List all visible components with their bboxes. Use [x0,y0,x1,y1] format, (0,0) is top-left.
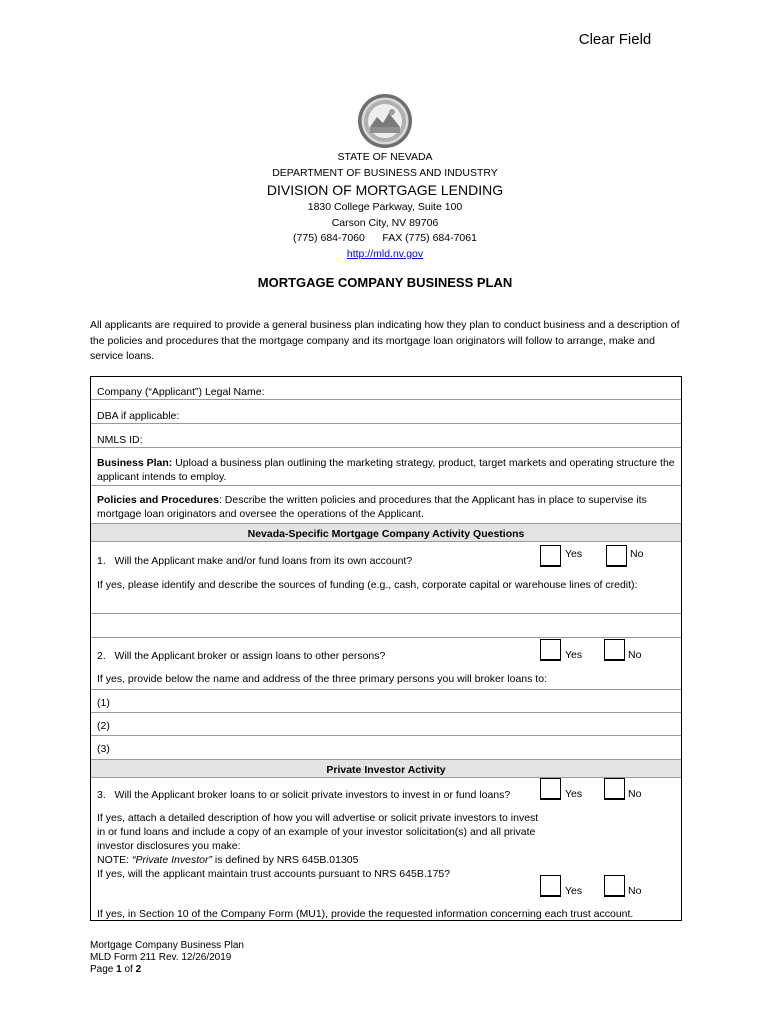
question-2 [91,638,681,664]
broker-entry-2[interactable] [91,713,681,736]
q3-text: Will the Applicant broker loans to or solicit private investors to invest in or fund loans? [114,789,511,801]
broker-entry-3[interactable] [91,736,681,760]
q1-yes-checkbox[interactable] [540,545,561,567]
page-number: 1 [116,964,122,975]
q2-number: 2. [97,650,106,662]
q2-yes-label: Yes [565,649,583,661]
page-total: 2 [135,964,142,975]
nmls-field[interactable] [91,424,681,448]
page-prefix: Page [90,964,117,975]
q3-followup-2: in or fund loans and include a copy of an example of your investor solicitation(s) and all private [97,826,536,838]
broker-entry-2-label: (2) [97,720,110,732]
policies-label: Policies and Procedures [97,494,219,506]
footer-form-name: Mortgage Company Business Plan [90,940,244,951]
contact-line [0,231,770,247]
policies-row[interactable] [91,486,681,524]
trust-no-checkbox[interactable] [604,875,625,897]
footer-form-number: MLD Form 211 Rev. 12/26/2019 [90,952,232,963]
phone-number: (775) 684-7060 [293,232,365,244]
q3-no-label: No [628,788,642,800]
legal-name-label: Company (“Applicant”) Legal Name: [97,386,265,398]
trust-followup: If yes, in Section 10 of the Company Form (MU1), provide the requested information concerning each trust account. [97,908,634,920]
q2-no-checkbox[interactable] [604,639,625,661]
nevada-seal [357,93,413,149]
q3-details [91,808,681,898]
note-term: “Private Investor” [132,854,212,866]
q3-number: 3. [97,789,106,801]
broker-entry-1[interactable] [91,690,681,713]
website-link[interactable]: http://mld.nv.gov [346,247,424,260]
business-plan-form [90,376,682,921]
page-of: of [121,964,136,975]
policies-text: : Describe the written policies and procedures that the Applicant has in place to supervise its mortgage loan originators and oversee the operations of the Applicant. [97,494,647,520]
question-3 [91,778,681,808]
q2-yes-checkbox[interactable] [540,639,561,661]
trust-yes-checkbox[interactable] [540,875,561,897]
q1-no-checkbox[interactable] [606,545,627,567]
q2-followup-row [91,664,681,690]
business-plan-row[interactable] [91,448,681,486]
trust-no-label: No [628,885,642,897]
question-1 [91,542,681,570]
state-name: STATE OF NEVADA [337,151,433,163]
section-nevada-header: Nevada-Specific Mortgage Company Activity Questions [91,524,681,542]
form-title: MORTGAGE COMPANY BUSINESS PLAN [257,275,513,290]
dba-field[interactable] [91,400,681,424]
fax-number: FAX (775) 684-7061 [382,232,477,244]
q1-followup-field[interactable] [91,570,681,614]
q1-text: Will the Applicant make and/or fund loans from its own account? [114,555,413,567]
section-private-investor-header: Private Investor Activity [91,760,681,778]
page-footer [90,940,244,976]
trust-yes-label: Yes [565,885,583,897]
intro-text: All applicants are required to provide a general business plan indicating how they plan to conduct business and a description of the policies and procedures that the mortgage company and its mortgage loan originators will follow to arrange, make and service loans. [90,319,680,362]
q1-number: 1. [97,555,106,567]
q1-yes-label: Yes [565,548,583,560]
note-label: NOTE: [97,854,133,866]
broker-entry-3-label: (3) [97,743,110,755]
clear-field-button[interactable]: Clear Field [560,26,670,52]
note-rest: is defined by NRS 645B.01305 [211,854,359,866]
division-name: DIVISION OF MORTGAGE LENDING [266,182,504,198]
q3-followup-3: investor disclosures you make: [97,840,241,852]
department-name: DEPARTMENT OF BUSINESS AND INDUSTRY [272,166,498,179]
business-plan-label: Business Plan: [97,457,173,469]
trust-question: If yes, will the applicant maintain trust accounts pursuant to NRS 645B.175? [97,868,451,880]
nmls-label: NMLS ID: [97,434,143,446]
q3-yes-checkbox[interactable] [540,778,561,800]
q2-no-label: No [628,649,642,661]
q2-followup: If yes, provide below the name and address of the three primary persons you will broker loans to: [97,673,547,685]
agency-header [0,150,770,262]
q3-no-checkbox[interactable] [604,778,625,800]
address-line-1: 1830 College Parkway, Suite 100 [307,201,463,213]
page-indicator [90,964,244,976]
dba-label: DBA if applicable: [97,410,180,422]
legal-name-field[interactable] [91,377,681,400]
q1-followup: If yes, please identify and describe the sources of funding (e.g., cash, corporate capital or warehouse lines of credit): [97,579,638,591]
q3-yes-label: Yes [565,788,583,800]
q3-followup-1: If yes, attach a detailed description of how you will advertise or solicit private investors to invest [97,812,539,824]
private-investor-note [97,853,675,867]
broker-entry-1-label: (1) [97,697,110,709]
q2-text: Will the Applicant broker or assign loans to other persons? [114,650,386,662]
q1-answer-field[interactable] [91,614,681,638]
address-line-2: Carson City, NV 89706 [331,216,439,229]
q1-no-label: No [630,548,644,560]
business-plan-text: Upload a business plan outlining the marketing strategy, product, target markets and operating structure the applicant intends to employ. [97,457,675,483]
